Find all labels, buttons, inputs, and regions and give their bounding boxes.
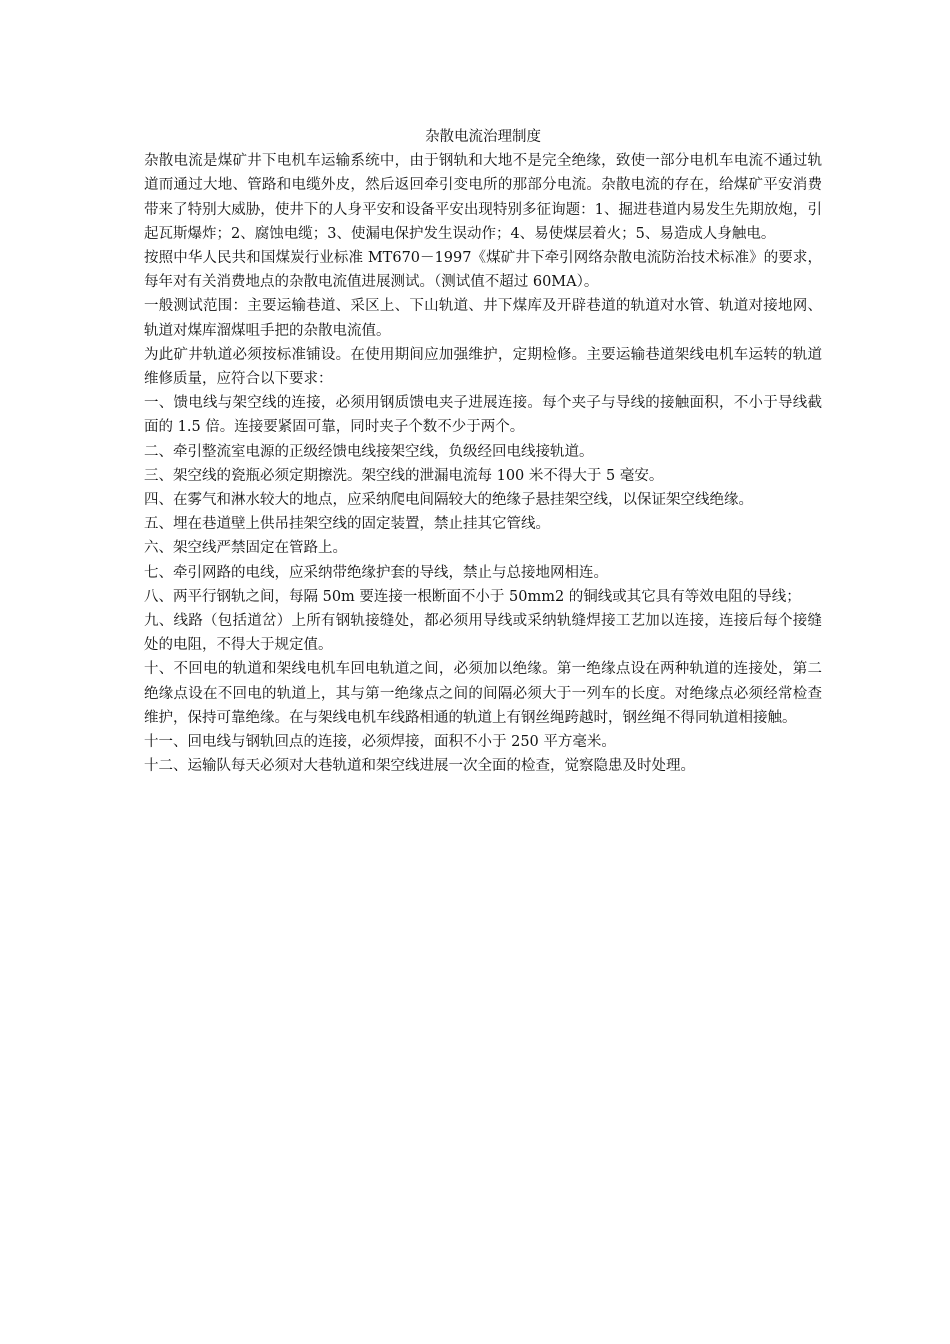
paragraph-item-9: 九、线路（包括道岔）上所有钢轨接缝处，都必须用导线或采纳轨缝焊接工艺加以连接，连接后每个接缝处的电阻，不得大于规定值。 (144, 613, 822, 654)
paragraph-intro: 杂散电流是煤矿井下电机车运输系统中，由于钢轨和大地不是完全绝缘，致使一部分电机车电流不通过轨道而通过大地、管路和电缆外皮，然后返回牵引变电所的那部分电流。杂散电流的存在，给煤矿平安消费带来了特别大威胁，使井下的人身平安和设备平安出现特别多征询题：1、掘进巷道内易发生先期放炮，引起瓦斯爆炸；2、腐蚀电缆；3、使漏电保护发生误动作；4、易使煤层着火；5、易造成人身触电。 (144, 153, 822, 242)
paragraph-item-12: 十二、运输队每天必须对大巷轨道和架空线进展一次全面的检查，觉察隐患及时处理。 (144, 758, 695, 775)
paragraph-item-11: 十一、回电线与钢轨回点的连接，必须焊接，面积不小于 250 平方毫米。 (144, 734, 616, 751)
paragraph-item-8: 八、两平行钢轨之间，每隔 50m 要连接一根断面不小于 50mm2 的铜线或其它具有等效电阻的导线； (144, 588, 801, 605)
paragraph-item-3: 三、架空线的瓷瓶必须定期擦洗。架空线的泄漏电流每 100 米不得大于 5 毫安。 (144, 467, 664, 484)
paragraph-item-10: 十、不回电的轨道和架线电机车回电轨道之间，必须加以绝缘。第一绝缘点设在两种轨道的连接处，第二绝缘点设在不回电的轨道上，其与第一绝缘点之间的间隔必须大于一列车的长度。对绝缘点必须经常检查维护，保持可靠绝缘。在与架线电机车线路相通的轨道上有钢丝绳跨越时，钢丝绳不得同轨道相接触。 (144, 661, 822, 726)
paragraph-standard: 按照中华人民共和国煤炭行业标准 MT670－1997《煤矿井下牵引网络杂散电流防治技术标准》的要求，每年对有关消费地点的杂散电流值进展测试。（测试值不超过 60MA）。 (144, 250, 822, 291)
document-title: 杂散电流治理制度 (425, 129, 541, 145)
paragraph-item-6: 六、架空线严禁固定在管路上。 (144, 540, 347, 557)
document-body (144, 125, 822, 778)
paragraph-item-2: 二、牵引整流室电源的正级经馈电线接架空线，负级经回电线接轨道。 (144, 443, 594, 460)
paragraph-item-7: 七、牵引网路的电线，应采纳带绝缘护套的导线，禁止与总接地网相连。 (144, 564, 608, 581)
paragraph-item-1: 一、馈电线与架空线的连接，必须用钢质馈电夹子进展连接。每个夹子与导线的接触面积，不小于导线截面的 1.5 倍。连接要紧固可靠，同时夹子个数不少于两个。 (144, 395, 822, 436)
paragraph-requirements: 为此矿井轨道必须按标准铺设。在使用期间应加强维护，定期检修。主要运输巷道架线电机车运转的轨道维修质量，应符合以下要求： (144, 346, 822, 388)
paragraph-test-range: 一般测试范围：主要运输巷道、采区上、下山轨道、井下煤库及开辟巷道的轨道对水管、轨道对接地网、轨道对煤库溜煤咀手把的杂散电流值。 (144, 298, 822, 339)
paragraph-item-5: 五、埋在巷道壁上供吊挂架空线的固定装置，禁止挂其它管线。 (144, 516, 550, 533)
paragraph-item-4: 四、在雾气和淋水较大的地点，应采纳爬电间隔较大的绝缘子悬挂架空线，以保证架空线绝缘。 (144, 492, 753, 509)
